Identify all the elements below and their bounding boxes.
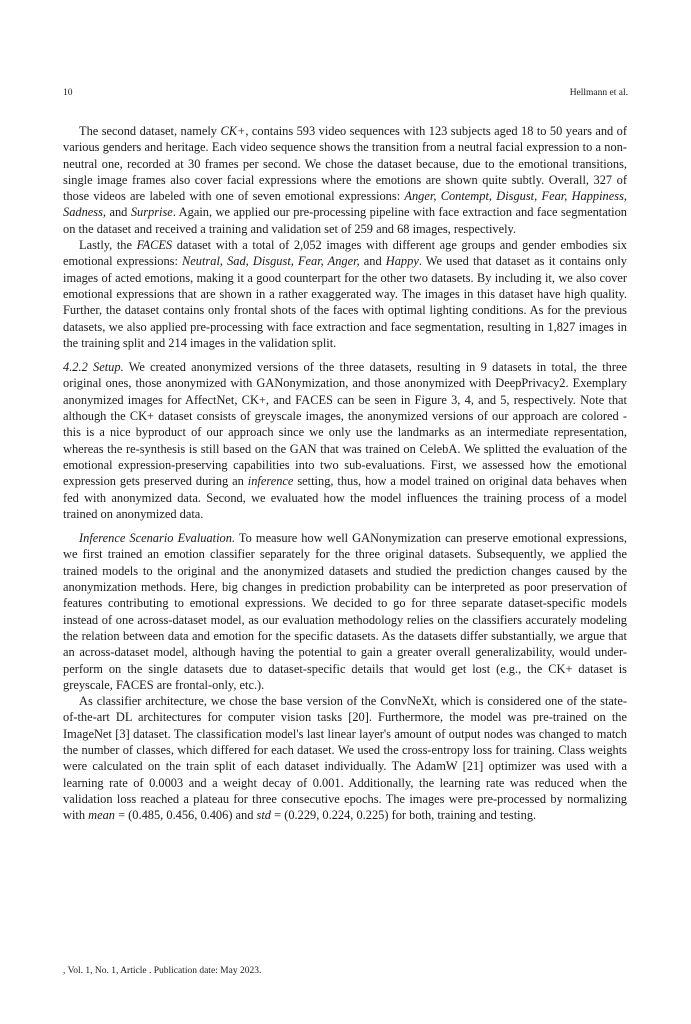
publication-footer: , Vol. 1, No. 1, Article . Publication date: May 2023. (63, 966, 262, 976)
running-title: Hellmann et al. (569, 88, 628, 98)
paragraph-faces: Lastly, the FACES dataset with a total of 2,052 images with different age groups and gender embodies six emotional expressions: Neutral, Sad, Disgust, Fear, Anger, and Happy. We used that dataset as it contains only images of acted emotions, making it a good counterpart for the other two datasets. By including it, we also cover emotional expressions that are shown in a rather exaggerated way. The images in this dataset have high quality. Further, the dataset contains only frontal shots of the faces with optimal lighting conditions. As for the previous datasets, we also applied pre-processing with face extraction and face segmentation, resulting in 1,827 images in the training split and 214 images in the validation split. (63, 238, 627, 350)
section-heading-setup: 4.2.2 Setup. (63, 360, 124, 375)
body-text (63, 123, 627, 823)
paragraph-classifier: As classifier architecture, we chose the base version of the ConvNeXt, which is considered one of the state-of-the-art DL architectures for computer vision tasks [20]. Furthermore, the model was pre-trained on the ImageNet [3] dataset. The classification model's last linear layer's amount of output nodes was changed to match the number of classes, which differed for each dataset. We used the cross-entropy loss for training. Class weights were calculated on the train split of each dataset individually. The AdamW [21] optimizer was used with a learning rate of 0.0003 and a weight decay of 0.001. Additionally, the learning rate was reduced when the validation loss reached a plateau for three consecutive epochs. The images were pre-processed by normalizing with mean = (0.485, 0.456, 0.406) and std = (0.229, 0.224, 0.225) for both, training and testing. (63, 694, 627, 823)
page-number: 10 (63, 88, 73, 98)
section-heading-inference: Inference Scenario Evaluation. (79, 531, 236, 546)
paragraph-inference: Inference Scenario Evaluation. To measure how well GANonymization can preserve emotional expressions, we first trained an emotion classifier separately for the three original datasets. Subsequently, we applied the trained models to the original and the anonymized datasets and studied the prediction changes caused by the anonymization methods. Here, big changes in prediction probability can be interpreted as poor preservation of features contributing to emotional expressions. We decided to go for three separate dataset-specific models instead of one across-dataset model, as our evaluation methodology relies on the classifiers accurately modeling the relation between data and emotion for the specific datasets. As the datasets differ substantially, we argue that an across-dataset model, although having the potential to gain a greater overall generalizability, would under-perform on the single datasets due to dataset-specific details that would get lost (e.g., the CK+ dataset is greyscale, FACES are frontal-only, etc.). (63, 531, 627, 692)
paragraph-ck: The second dataset, namely CK+, contains 593 video sequences with 123 subjects aged 18 to 50 years and of various genders and heritage. Each video sequence shows the transition from a neutral facial expression to a non-neutral one, recorded at 30 frames per second. We chose the dataset because, due to the emotional transitions, single image frames also cover facial expressions where the emotions are shown quite subtly. Overall, 327 of those videos are labeled with one of seven emotional expressions: Anger, Contempt, Disgust, Fear, Happiness, Sadness, and Surprise. Again, we applied our pre-processing pipeline with face extraction and face segmentation on the dataset and received a training and validation set of 259 and 68 images, respectively. (63, 124, 628, 236)
paragraph-setup: 4.2.2 Setup. We created anonymized versions of the three datasets, resulting in 9 datasets in total, the three original ones, those anonymized with GANonymization, and those anonymized with DeepPrivacy2. Exemplary anonymized images for AffectNet, CK+, and FACES can be seen in Figure 3, 4, and 5, respectively. Note that although the CK+ dataset consists of greyscale images, the anonymized versions of our approach are colored - this is a nice byproduct of our approach since we only use the landmarks as an intermediate representation, whereas the re-synthesis is still based on the GAN that was trained on CelebA. We splitted the evaluation of the emotional expression-preserving capabilities into two sub-evaluations. First, we assessed how the emotional expression gets preserved during an inference setting, thus, how a model trained on original data behaves when fed with anonymized data. Second, we evaluated how the model influences the training process of a model trained on anonymized data. (63, 360, 627, 521)
